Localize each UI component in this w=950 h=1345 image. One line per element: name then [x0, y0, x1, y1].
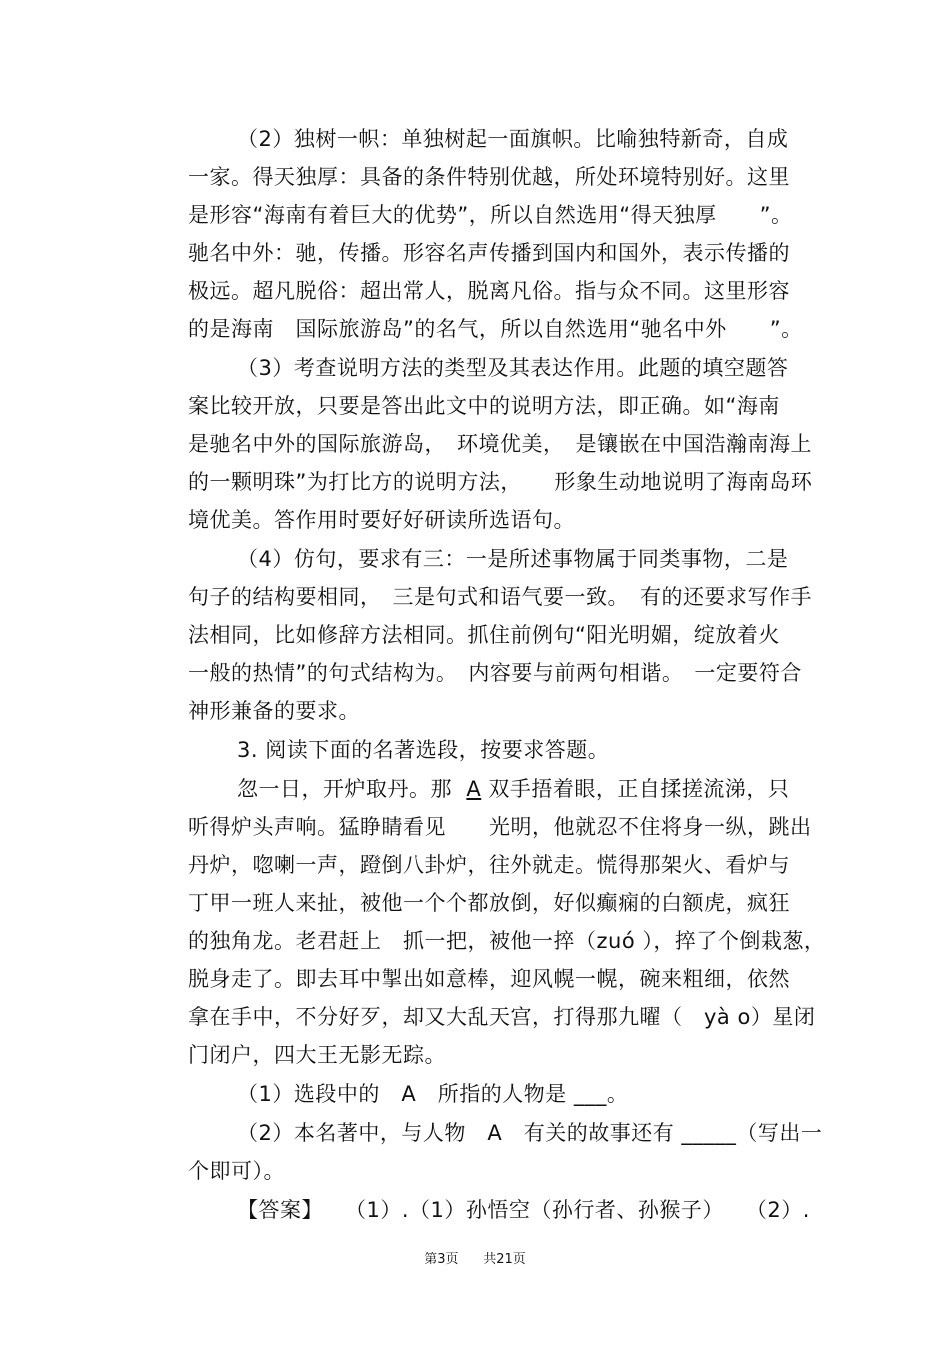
passage-line: 丹炉，唿喇一声，蹬倒八卦炉，往外就走。慌得那架火、看炉与 — [188, 853, 790, 877]
text-line: 句子的结构要相同， 三是句式和语气要一致。 有的还要求写作手 — [188, 585, 812, 609]
passage-line: 门闭户，四大王无影无踪。 — [188, 1043, 446, 1067]
text-line: （3）考查说明方法的类型及其表达作用。此题的填空题答 — [237, 356, 789, 380]
passage-line — [237, 776, 789, 802]
answer-line: 【答案】 （1）.（1）孙悟空（孙行者、孙猴子） （2）. — [237, 1198, 810, 1222]
underlined-letter: A — [466, 777, 482, 801]
text-line: 神形兼备的要求。 — [188, 699, 360, 723]
passage-text: 双手捂着眼，正自揉搓流涕，只 — [488, 777, 790, 801]
text-line: （4）仿句，要求有三：一是所述事物属于同类事物，二是 — [237, 547, 789, 571]
passage-line: 听得炉头声响。猛睁睛看见 光明，他就忍不住将身一纵，跳出 — [188, 815, 812, 839]
text-line: （2）独树一帜：单独树起一面旗帜。比喻独特新奇，自成 — [237, 127, 789, 151]
total-pages: 共21页 — [483, 1252, 526, 1267]
text-line: 一般的热情”的句式结构为。 内容要与前两句相谐。 一定要符合 — [188, 661, 802, 685]
sub-question: （1）选段中的 A 所指的人物是 ___。 — [237, 1082, 629, 1106]
passage-text: 忽一日，开炉取丹。那 — [237, 777, 452, 801]
text-line: 的是海南 国际旅游岛”的名气，所以自然选用“驰名中外 ”。 — [188, 317, 803, 341]
passage-line: 的独角龙。老君赶上 抓一把，被他一捽（zuó ），捽了个倒栽葱， — [188, 929, 826, 953]
text-line: 是驰名中外的国际旅游岛， 环境优美， 是镶嵌在中国浩瀚南海上 — [188, 432, 812, 456]
passage-line: 丁甲一班人来扯，被他一个个都放倒，好似癫痫的白额虎，疯狂 — [188, 891, 790, 915]
text-line: 法相同，比如修辞方法相同。抓住前例句“阳光明媚，绽放着火 — [188, 623, 780, 647]
text-line: 的一颗明珠”为打比方的说明方法， 形象生动地说明了海南岛环 — [188, 470, 813, 494]
text-line: 一家。得天独厚：具备的条件特别优越，所处环境特别好。这里 — [188, 165, 790, 189]
text-line: 案比较开放，只要是答出此文中的说明方法，即正确。如“海南 — [188, 394, 780, 418]
text-line: 驰名中外：驰，传播。形容名声传播到国内和国外，表示传播的 — [188, 241, 790, 265]
sub-question: 个即可）。 — [188, 1159, 285, 1183]
text-line: 境优美。答作用时要好好研读所选语句。 — [188, 508, 575, 532]
passage-line: 拿在手中，不分好歹，却又大乱天宫，打得那九曜（ yà o）星闭 — [188, 1005, 816, 1029]
passage-line: 脱身走了。即去耳中掣出如意棒，迎风幌一幌，碗来粗细，依然 — [188, 967, 790, 991]
page-number: 第3页 — [424, 1252, 459, 1267]
sub-question: （2）本名著中，与人物 A 有关的故事还有 _____（写出一 — [237, 1121, 823, 1145]
text-line: 极远。超凡脱俗：超出常人，脱离凡俗。指与众不同。这里形容 — [188, 279, 790, 303]
page-footer — [0, 1248, 950, 1267]
question-heading: 3. 阅读下面的名著选段，按要求答题。 — [237, 738, 610, 762]
text-line: 是形容“海南有着巨大的优势”，所以自然选用“得天独厚 ”。 — [188, 203, 793, 227]
